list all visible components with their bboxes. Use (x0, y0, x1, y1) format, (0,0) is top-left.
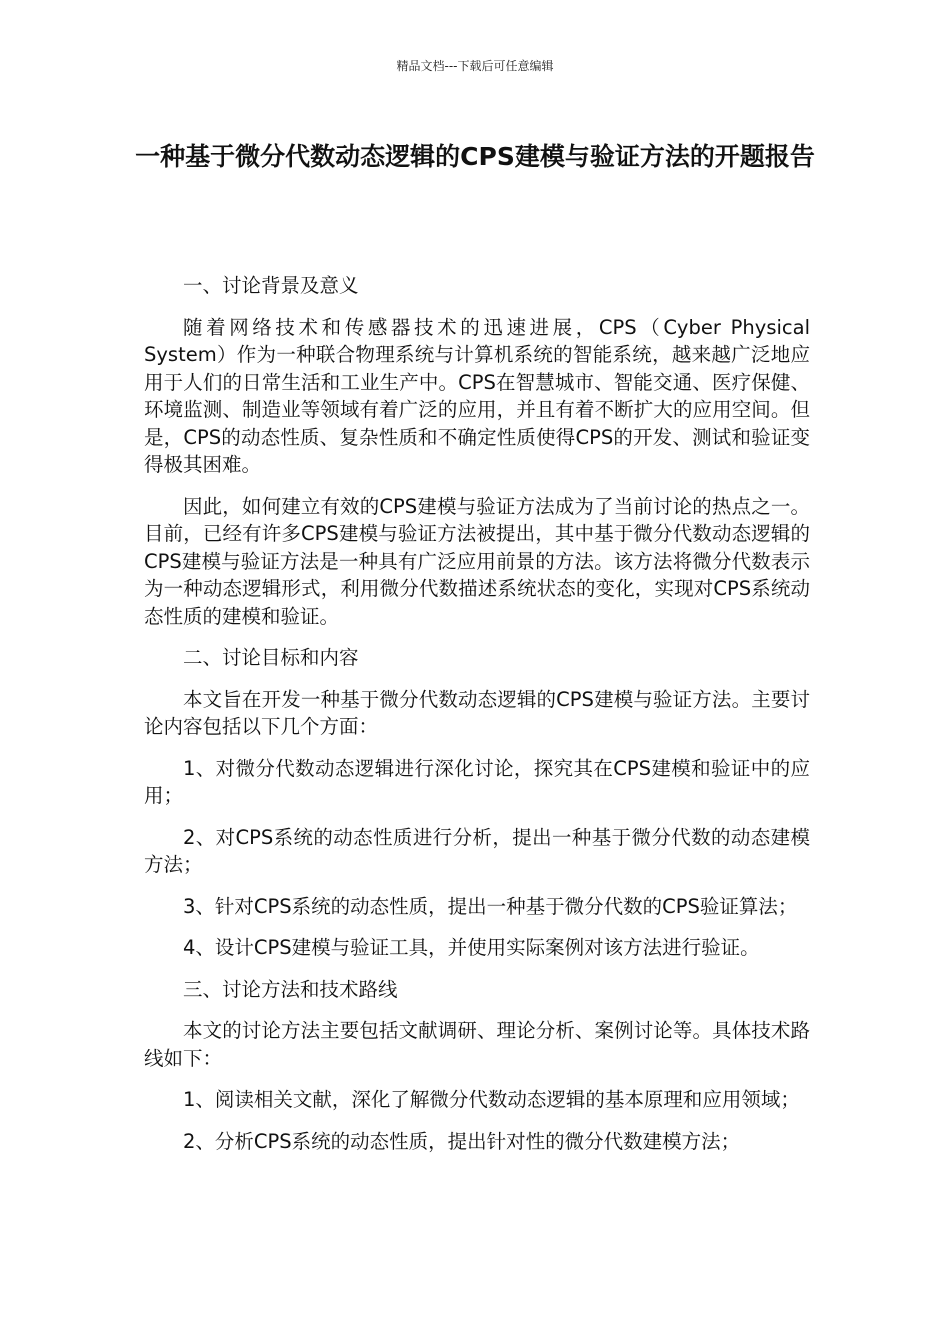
goal-item-3: 3、针对CPS系统的动态性质，提出一种基于微分代数的CPS验证算法； (183, 894, 798, 918)
paragraph-problem: 因此，如何建立有效的CPS建模与验证方法成为了当前讨论的热点之一。目前，已经有许多CPS建模与验证方法被提出，其中基于微分代数动态逻辑的CPS建模与验证方法是一种具有广泛应用前景的方法。该方法将微分代数表示为一种动态逻辑形式，利用微分代数描述系统状态的变化，实现对CPS系统动态性质的建模和验证。 (144, 494, 810, 628)
document-body (144, 272, 810, 1169)
document-title: 一种基于微分代数动态逻辑的CPS建模与验证方法的开题报告 (135, 142, 815, 171)
method-item-1: 1、阅读相关文献，深化了解微分代数动态逻辑的基本原理和应用领域； (183, 1088, 800, 1111)
section-heading-goals: 二、讨论目标和内容 (183, 646, 359, 669)
goal-item-1: 1、对微分代数动态逻辑进行深化讨论，探究其在CPS建模和验证中的应用； (144, 756, 810, 807)
goal-item-4: 4、设计CPS建模与验证工具，并使用实际案例对该方法进行验证。 (183, 936, 760, 959)
section-heading-methods: 三、讨论方法和技术路线 (183, 977, 398, 1001)
page-header: 精品文档---下载后可任意编辑 (396, 59, 554, 73)
paragraph-goals-intro: 本文旨在开发一种基于微分代数动态逻辑的CPS建模与验证方法。主要讨论内容包括以下几个方面： (144, 687, 810, 738)
method-item-2: 2、分析CPS系统的动态性质，提出针对性的微分代数建模方法； (183, 1129, 741, 1153)
paragraph-background: 随着网络技术和传感器技术的迅速进展，CPS（Cyber Physical System）作为一种联合物理系统与计算机系统的智能系统，越来越广泛地应用于人们的日常生活和工业生产中。CPS在智慧城市、智能交通、医疗保健、环境监测、制造业等领域有着广泛的应用，并且有着不断扩大的应用空间。但是，CPS的动态性质、复杂性质和不确定性质使得CPS的开发、测试和验证变得极其困难。 (144, 315, 810, 476)
paragraph-methods-intro: 本文的讨论方法主要包括文献调研、理论分析、案例讨论等。具体技术路线如下： (144, 1019, 810, 1070)
goal-item-2: 2、对CPS系统的动态性质进行分析，提出一种基于微分代数的动态建模方法； (144, 825, 810, 876)
section-heading-background: 一、讨论背景及意义 (183, 274, 359, 297)
